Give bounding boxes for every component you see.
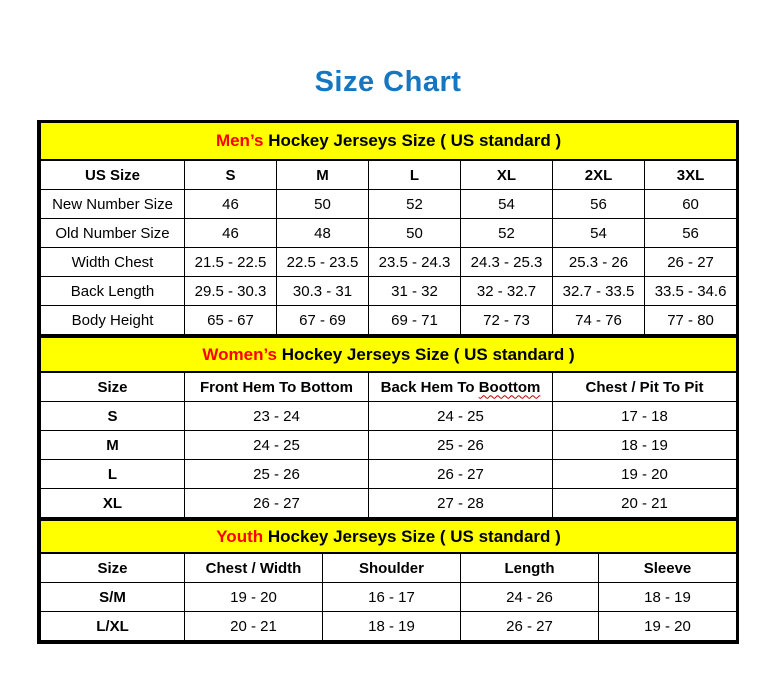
mens-size-table xyxy=(40,123,737,335)
column-header: Chest / Width xyxy=(185,553,323,583)
womens-section-title xyxy=(41,337,737,373)
misspelled-word-wavy-underline: Boottom xyxy=(478,378,541,396)
size-value-cell: 18 - 19 xyxy=(599,583,737,612)
column-header: 3XL xyxy=(645,160,737,190)
youth-size-table xyxy=(40,518,737,641)
size-value-cell: 29.5 - 30.3 xyxy=(185,277,277,306)
column-header: Front Hem To Bottom xyxy=(185,372,369,402)
mens-section-highlight: Men’s xyxy=(215,131,264,150)
size-value-cell: 26 - 27 xyxy=(645,248,737,277)
size-value-cell: 54 xyxy=(553,219,645,248)
size-value-cell: 31 - 32 xyxy=(369,277,461,306)
size-value-cell: 24 - 25 xyxy=(185,431,369,460)
size-value-cell: 46 xyxy=(185,219,277,248)
size-value-cell: 50 xyxy=(277,190,369,219)
size-value-cell: 67 - 69 xyxy=(277,306,369,335)
size-value-cell: 20 - 21 xyxy=(185,612,323,641)
size-value-cell: 69 - 71 xyxy=(369,306,461,335)
column-header: Length xyxy=(461,553,599,583)
womens-header-row xyxy=(41,372,737,402)
row-label: S/M xyxy=(41,583,185,612)
size-value-cell: 52 xyxy=(461,219,553,248)
row-label: XL xyxy=(41,489,185,518)
size-value-cell: 24 - 26 xyxy=(461,583,599,612)
size-value-cell: 23.5 - 24.3 xyxy=(369,248,461,277)
youth-section-band xyxy=(41,520,737,554)
size-value-cell: 26 - 27 xyxy=(461,612,599,641)
column-header xyxy=(369,372,553,402)
column-header: S xyxy=(185,160,277,190)
table-row xyxy=(41,583,737,612)
size-value-cell: 77 - 80 xyxy=(645,306,737,335)
size-value-cell: 20 - 21 xyxy=(553,489,737,518)
column-header: Chest / Pit To Pit xyxy=(553,372,737,402)
column-header: Size xyxy=(41,372,185,402)
size-chart xyxy=(37,120,739,644)
row-label: S xyxy=(41,402,185,431)
size-value-cell: 33.5 - 34.6 xyxy=(645,277,737,306)
size-value-cell: 48 xyxy=(277,219,369,248)
column-header: 2XL xyxy=(553,160,645,190)
column-header: Shoulder xyxy=(323,553,461,583)
size-value-cell: 21.5 - 22.5 xyxy=(185,248,277,277)
youth-header-row xyxy=(41,553,737,583)
size-value-cell: 56 xyxy=(645,219,737,248)
size-value-cell: 50 xyxy=(369,219,461,248)
size-value-cell: 17 - 18 xyxy=(553,402,737,431)
size-value-cell: 32 - 32.7 xyxy=(461,277,553,306)
size-value-cell: 19 - 20 xyxy=(553,460,737,489)
page-title: Size Chart xyxy=(314,66,462,98)
size-value-cell: 52 xyxy=(369,190,461,219)
table-row xyxy=(41,219,737,248)
table-row xyxy=(41,431,737,460)
size-value-cell: 26 - 27 xyxy=(185,489,369,518)
mens-section-title xyxy=(41,123,737,160)
size-value-cell: 25 - 26 xyxy=(369,431,553,460)
size-value-cell: 19 - 20 xyxy=(185,583,323,612)
womens-section-title-rest: Hockey Jerseys Size ( US standard ) xyxy=(281,344,575,364)
column-header: M xyxy=(277,160,369,190)
youth-section-title-rest: Hockey Jerseys Size ( US standard ) xyxy=(267,526,561,546)
mens-header-row xyxy=(41,160,737,190)
row-label: Width Chest xyxy=(41,248,185,277)
column-header: Sleeve xyxy=(599,553,737,583)
youth-section-title xyxy=(41,520,737,554)
womens-section-band xyxy=(41,337,737,373)
size-value-cell: 60 xyxy=(645,190,737,219)
size-value-cell: 24.3 - 25.3 xyxy=(461,248,553,277)
size-value-cell: 74 - 76 xyxy=(553,306,645,335)
size-value-cell: 23 - 24 xyxy=(185,402,369,431)
table-row xyxy=(41,489,737,518)
size-value-cell: 25.3 - 26 xyxy=(553,248,645,277)
column-header: XL xyxy=(461,160,553,190)
table-row xyxy=(41,248,737,277)
size-value-cell: 18 - 19 xyxy=(323,612,461,641)
row-label: Old Number Size xyxy=(41,219,185,248)
womens-section-highlight: Women’s xyxy=(202,344,277,364)
size-value-cell: 26 - 27 xyxy=(369,460,553,489)
row-label: L/XL xyxy=(41,612,185,641)
size-value-cell: 30.3 - 31 xyxy=(277,277,369,306)
table-row xyxy=(41,306,737,335)
row-label: L xyxy=(41,460,185,489)
mens-section-title-rest: Hockey Jerseys Size ( US standard ) xyxy=(268,131,562,150)
size-value-cell: 18 - 19 xyxy=(553,431,737,460)
table-row xyxy=(41,277,737,306)
row-label: Back Length xyxy=(41,277,185,306)
row-label: Body Height xyxy=(41,306,185,335)
column-header: US Size xyxy=(41,160,185,190)
mens-section-band xyxy=(41,123,737,160)
size-value-cell: 25 - 26 xyxy=(185,460,369,489)
row-label: New Number Size xyxy=(41,190,185,219)
womens-size-table xyxy=(40,335,737,518)
size-value-cell: 16 - 17 xyxy=(323,583,461,612)
size-value-cell: 22.5 - 23.5 xyxy=(277,248,369,277)
table-row xyxy=(41,402,737,431)
table-row xyxy=(41,460,737,489)
size-value-cell: 24 - 25 xyxy=(369,402,553,431)
size-value-cell: 56 xyxy=(553,190,645,219)
column-header: L xyxy=(369,160,461,190)
size-value-cell: 27 - 28 xyxy=(369,489,553,518)
size-value-cell: 72 - 73 xyxy=(461,306,553,335)
table-row xyxy=(41,612,737,641)
size-value-cell: 46 xyxy=(185,190,277,219)
size-value-cell: 54 xyxy=(461,190,553,219)
size-value-cell: 32.7 - 33.5 xyxy=(553,277,645,306)
table-row xyxy=(41,190,737,219)
youth-section-highlight: Youth xyxy=(216,526,264,546)
size-value-cell: 65 - 67 xyxy=(185,306,277,335)
column-header-text: Back Hem To xyxy=(380,378,475,396)
row-label: M xyxy=(41,431,185,460)
column-header: Size xyxy=(41,553,185,583)
size-value-cell: 19 - 20 xyxy=(599,612,737,641)
